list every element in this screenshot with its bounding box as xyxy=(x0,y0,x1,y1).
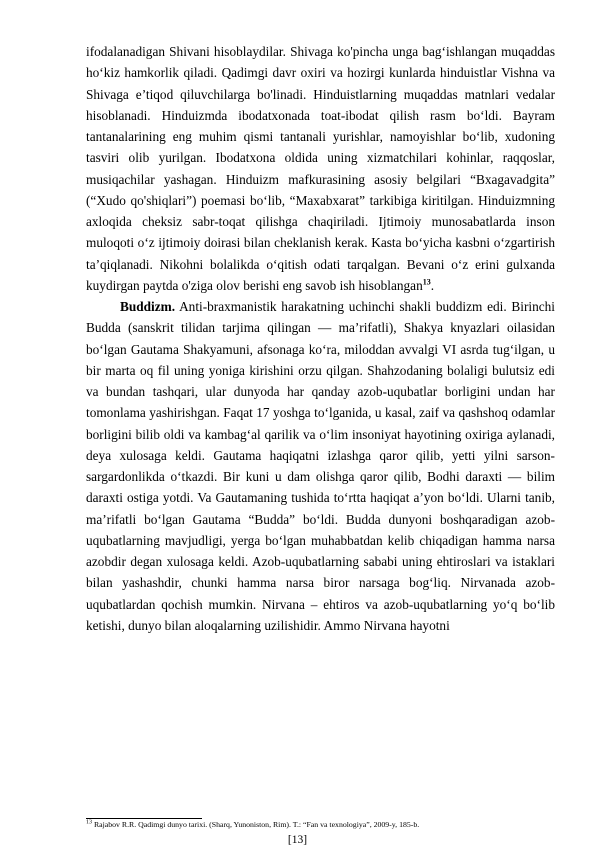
footnote xyxy=(86,820,555,830)
footnote-text: Rajabov R.R. Qadimgi dunyo tarixi. (Sharq, Yunoniston, Rim). T.: “Fan va texnologiya”, 2009-y, 185-b. xyxy=(92,820,420,829)
paragraph-2-text: Anti-braxmanistik harakatning uchinchi shakli buddizm edi. Birinchi Budda (sanskrit tilidan tarjima qilingan — ma’rifatli), Shakya knyazlari oilasidan bo‘lgan Gautama Shakyamuni, afsonaga ko‘ra, miloddan avvalgi VI asrda tug‘ilgan, u bir marta oq fil uning yoniga kirishini orzu qilgan. Shahzodaning bolaligi bulutsiz edi va bundan tashqari, ular dunyoda har qanday azob-uqubatlar borligini undan har tomonlama yashirishgan. Faqat 17 yoshga to‘lganida, u kasal, zaif va qashshoq odamlar borligini bilib oldi va kambag‘al qarilik va o‘lim insoniyat hayotining oxiriga aylanadi, deya xulosaga keldi. Gautama haqiqatni izlashga qaror qilib, yetti yilni sarson-sargardonlikda o‘tkazdi. Bir kuni u dam olishga qaror qilib, Bodhi daraxti — bilim daraxti ostiga yotdi. Va Gautamaning tushida to‘rtta haqiqat a’yon bo‘ldi. Ularni tanib, ma’rifatli bo‘lgan Gautama “Budda” bo‘ldi. Budda dunyoni boshqaradigan azob-uqubatlarning mavjudligi, yerga bo‘lgan muhabbatdan kelib chiqadigan hamma narsa azobdir degan xulosaga keldi. Azob-uqubatlarning sababi uning ehtiroslari va istaklari bilan yashashdir, chunki hamma narsa biror narsaga bog‘liq. Nirvanada azob-uqubatlardan qochish mumkin. Nirvana – ehtiros va azob-uqubatlarning yo‘q bo‘lib ketishi, dunyo bilan aloqalarning uzilishidir. Ammo Nirvana hayotni xyxy=(86,299,555,633)
footnote-reference[interactable]: 13 xyxy=(422,277,431,287)
footnote-mark: 13 xyxy=(86,819,92,826)
body-text xyxy=(86,41,555,636)
paragraph-1-text: ifodalanadigan Shivani hisoblaydilar. Shivaga ko'pincha unga bag‘ishlangan muqaddas ho‘kiz hamkorlik qiladi. Qadimgi davr oxiri va hozirgi kunlarda hinduistlar Vishna va Shivaga e’tiqod qiluvchilarga bo'linadi. Hinduistlarning muqaddas matnlari vedalar hisoblanadi. Hinduizmda ibodatxonada toat-ibodat qilish rasm bo‘ldi. Bayram tantanalarining eng muhim qismi tantanali yurishlar, namoyishlar bo‘lib, xudoning tasviri olib yurilgan. Ibodatxona oldida uning xizmatchilari kohinlar, raqqoslar, musiqachilar yashagan. Hinduizm mafkurasining asosiy belgilari “Bxagavadgita” (“Xudo qo'shiqlari”) poemasi bo‘lib, “Maxabxarat” tarkibiga kiritilgan. Hinduizmning axloqida cheksiz sabr-toqat qilishga chaqiriladi. Ijtimoiy munosabatlarda inson muloqoti o‘z ijtimoiy doirasi bilan cheklanish kerak. Kasta bo‘yicha kasbni o‘zgartirish ta’qiqlanadi. Nikohni bolalikda o‘qitish odati tarqalgan. Bevani o‘z erini gulxanda kuydirgan paytda o'ziga olov berishi eng savob ish hisoblangan xyxy=(86,44,555,293)
paragraph-buddhism xyxy=(86,296,555,636)
footnote-divider xyxy=(86,818,202,819)
paragraph-hinduism xyxy=(86,41,555,296)
page-number: [13] xyxy=(287,834,308,846)
section-heading-buddizm: Buddizm. xyxy=(120,299,176,314)
paragraph-1-end: . xyxy=(430,277,435,293)
